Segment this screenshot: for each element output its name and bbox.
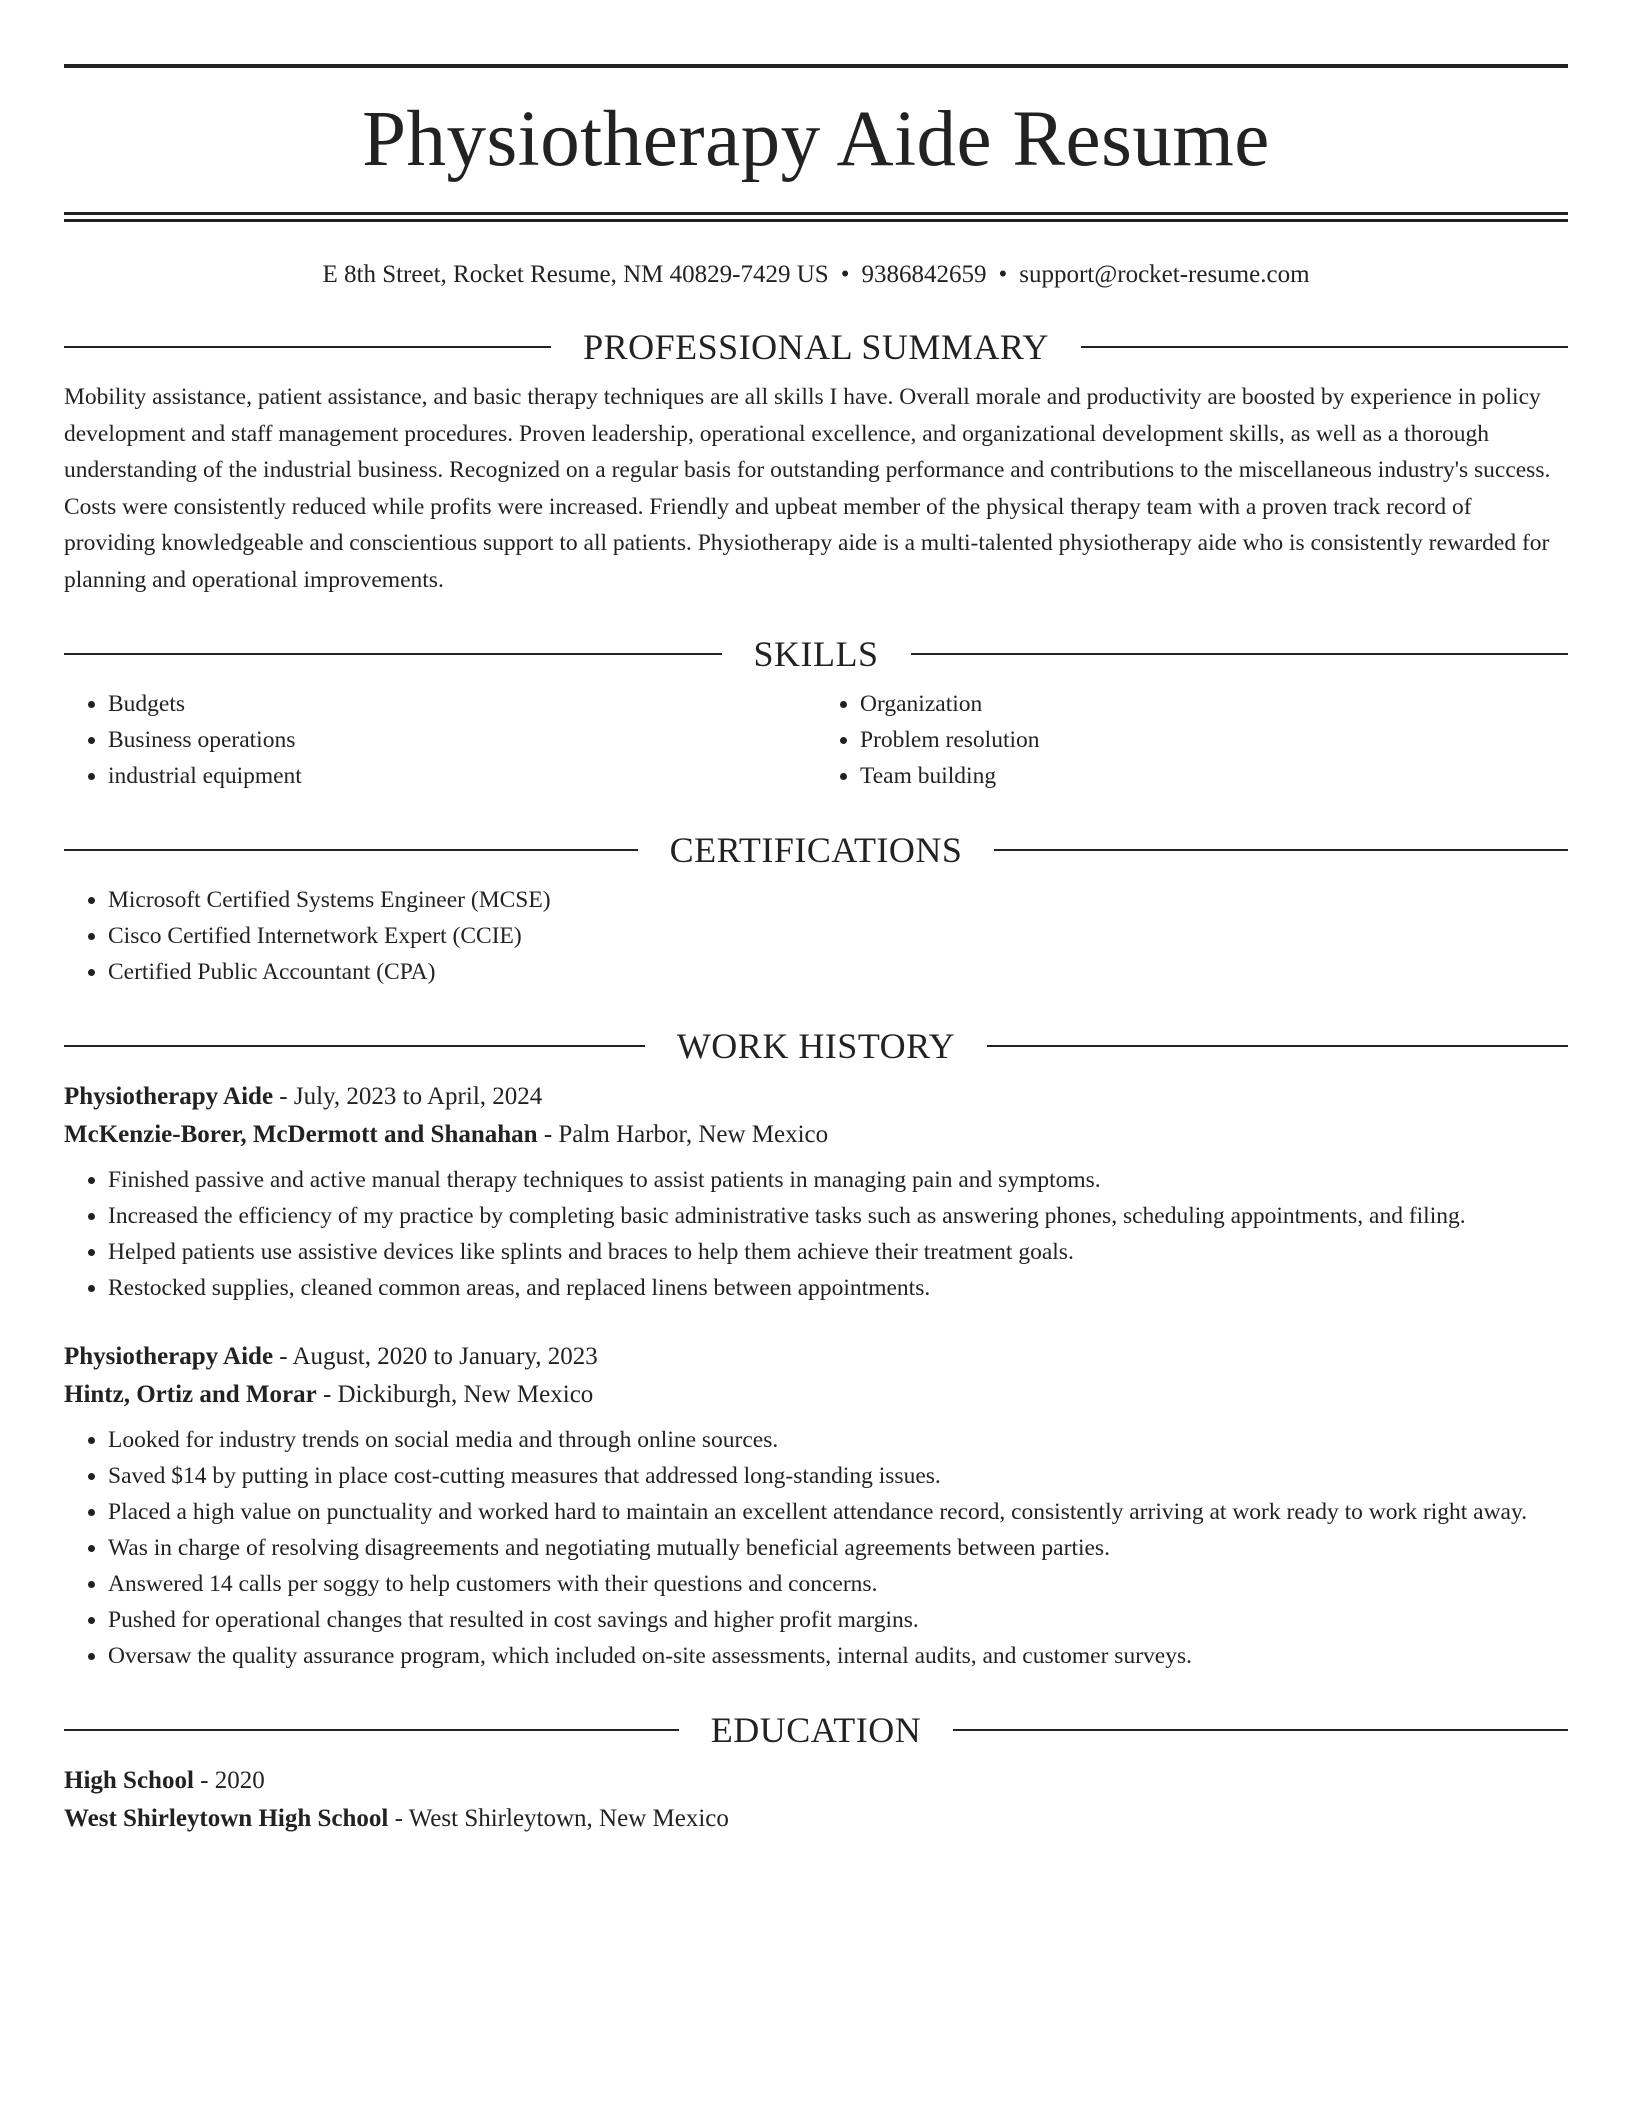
section-header-work xyxy=(64,1028,1568,1064)
section-header-certifications xyxy=(64,832,1568,868)
job-company-line xyxy=(64,1116,1568,1154)
education-degree-line xyxy=(64,1762,1568,1800)
section-rule-left xyxy=(64,1045,645,1047)
certifications-list xyxy=(64,882,1568,990)
skill-item: • Organization xyxy=(860,686,1568,722)
certification-item: • Microsoft Certified Systems Engineer (MCSE) xyxy=(108,882,1568,918)
section-header-skills xyxy=(64,636,1568,672)
job-company-line xyxy=(64,1376,1568,1414)
skill-item: • Budgets xyxy=(108,686,816,722)
job-bullet: • Placed a high value on punctuality and worked hard to maintain an excellent attendance record, consistently arriving at work ready to work right away. xyxy=(108,1494,1568,1530)
skill-item: • industrial equipment xyxy=(108,758,816,794)
skills-grid xyxy=(64,686,1568,794)
job-dates: - August, 2020 to January, 2023 xyxy=(273,1343,598,1370)
section-header-summary xyxy=(64,329,1568,365)
summary-text: Mobility assistance, patient assistance, and basic therapy techniques are all skills I have. Overall morale and productivity are boosted by experience in policy development and staff management procedures. Proven leadership, operational excellence, and organizational development skills, as well as a thorough understanding of the industrial business. Recognized on a regular basis for outstanding performance and contributions to the miscellaneous industry's success. Costs were consistently reduced while profits were increased. Friendly and upbeat member of the physical therapy team with a proven track record of providing knowledgeable and conscientious support to all patients. Physiotherapy aide is a multi-talented physiotherapy aide who is consistently rewarded for planning and operational improvements. xyxy=(64,384,1551,593)
skills-list-right xyxy=(816,686,1568,794)
job-bullet: • Increased the efficiency of my practice by completing basic administrative tasks such as answering phones, scheduling appointments, and filing. xyxy=(108,1198,1568,1234)
job-bullets xyxy=(64,1162,1568,1306)
section-title-work: WORK HISTORY xyxy=(676,1026,956,1066)
education-location: - West Shirleytown, New Mexico xyxy=(388,1805,729,1832)
job-entry xyxy=(64,1078,1568,1306)
section-title-summary: PROFESSIONAL SUMMARY xyxy=(583,327,1049,367)
certification-item: • Cisco Certified Internetwork Expert (CCIE) xyxy=(108,918,1568,954)
job-title: Physiotherapy Aide xyxy=(64,1343,274,1370)
skill-item: • Team building xyxy=(860,758,1568,794)
section-title-education: EDUCATION xyxy=(710,1710,922,1750)
section-rule-right xyxy=(1081,346,1568,348)
page-title: Physiotherapy Aide Resume xyxy=(362,96,1270,183)
skill-item: • Problem resolution xyxy=(860,722,1568,758)
resume-page xyxy=(64,64,1568,1838)
contact-separator: • xyxy=(998,261,1008,288)
job-bullets xyxy=(64,1422,1568,1674)
title-double-rule xyxy=(64,212,1568,222)
job-title-line xyxy=(64,1078,1568,1116)
skills-list-left xyxy=(64,686,816,794)
certification-item: • Certified Public Accountant (CPA) xyxy=(108,954,1568,990)
contact-separator: • xyxy=(840,261,850,288)
job-bullet: • Was in charge of resolving disagreements and negotiating mutually beneficial agreements between parties. xyxy=(108,1530,1568,1566)
education-school-line xyxy=(64,1800,1568,1838)
contact-phone: 9386842659 xyxy=(861,261,987,288)
job-entry xyxy=(64,1338,1568,1674)
job-bullet: • Looked for industry trends on social media and through online sources. xyxy=(108,1422,1568,1458)
education-school: West Shirleytown High School xyxy=(64,1805,389,1832)
section-rule-right xyxy=(953,1729,1568,1731)
section-title-skills: SKILLS xyxy=(753,634,879,674)
section-rule-right xyxy=(994,849,1568,851)
job-company: McKenzie-Borer, McDermott and Shanahan xyxy=(64,1121,538,1148)
section-rule-left xyxy=(64,1729,679,1731)
section-rule-right xyxy=(911,653,1569,655)
job-bullet: • Answered 14 calls per soggy to help customers with their questions and concerns. xyxy=(108,1566,1568,1602)
section-rule-right xyxy=(987,1045,1568,1047)
contact-line xyxy=(64,259,1568,291)
job-title: Physiotherapy Aide xyxy=(64,1083,274,1110)
contact-address: E 8th Street, Rocket Resume, NM 40829-7429 US xyxy=(322,261,829,288)
section-rule-left xyxy=(64,346,551,348)
section-title-certifications: CERTIFICATIONS xyxy=(669,830,963,870)
section-rule-left xyxy=(64,849,638,851)
skill-item: • Business operations xyxy=(108,722,816,758)
section-header-education xyxy=(64,1712,1568,1748)
education-year: - 2020 xyxy=(193,1767,265,1794)
contact-email: support@rocket-resume.com xyxy=(1019,261,1310,288)
job-title-line xyxy=(64,1338,1568,1376)
job-bullet: • Helped patients use assistive devices like splints and braces to help them achieve their treatment goals. xyxy=(108,1234,1568,1270)
job-bullet: • Finished passive and active manual therapy techniques to assist patients in managing pain and symptoms. xyxy=(108,1162,1568,1198)
job-location: - Dickiburgh, New Mexico xyxy=(316,1381,594,1408)
job-bullet: • Saved $14 by putting in place cost-cutting measures that addressed long-standing issues. xyxy=(108,1458,1568,1494)
education-entry xyxy=(64,1762,1568,1838)
job-bullet: • Oversaw the quality assurance program, which included on-site assessments, internal audits, and customer surveys. xyxy=(108,1638,1568,1674)
job-dates: - July, 2023 to April, 2024 xyxy=(273,1083,543,1110)
job-company: Hintz, Ortiz and Morar xyxy=(64,1381,317,1408)
job-bullet: • Pushed for operational changes that resulted in cost savings and higher profit margins. xyxy=(108,1602,1568,1638)
section-rule-left xyxy=(64,653,722,655)
education-degree: High School xyxy=(64,1767,194,1794)
job-bullet: • Restocked supplies, cleaned common areas, and replaced linens between appointments. xyxy=(108,1270,1568,1306)
job-location: - Palm Harbor, New Mexico xyxy=(537,1121,829,1148)
